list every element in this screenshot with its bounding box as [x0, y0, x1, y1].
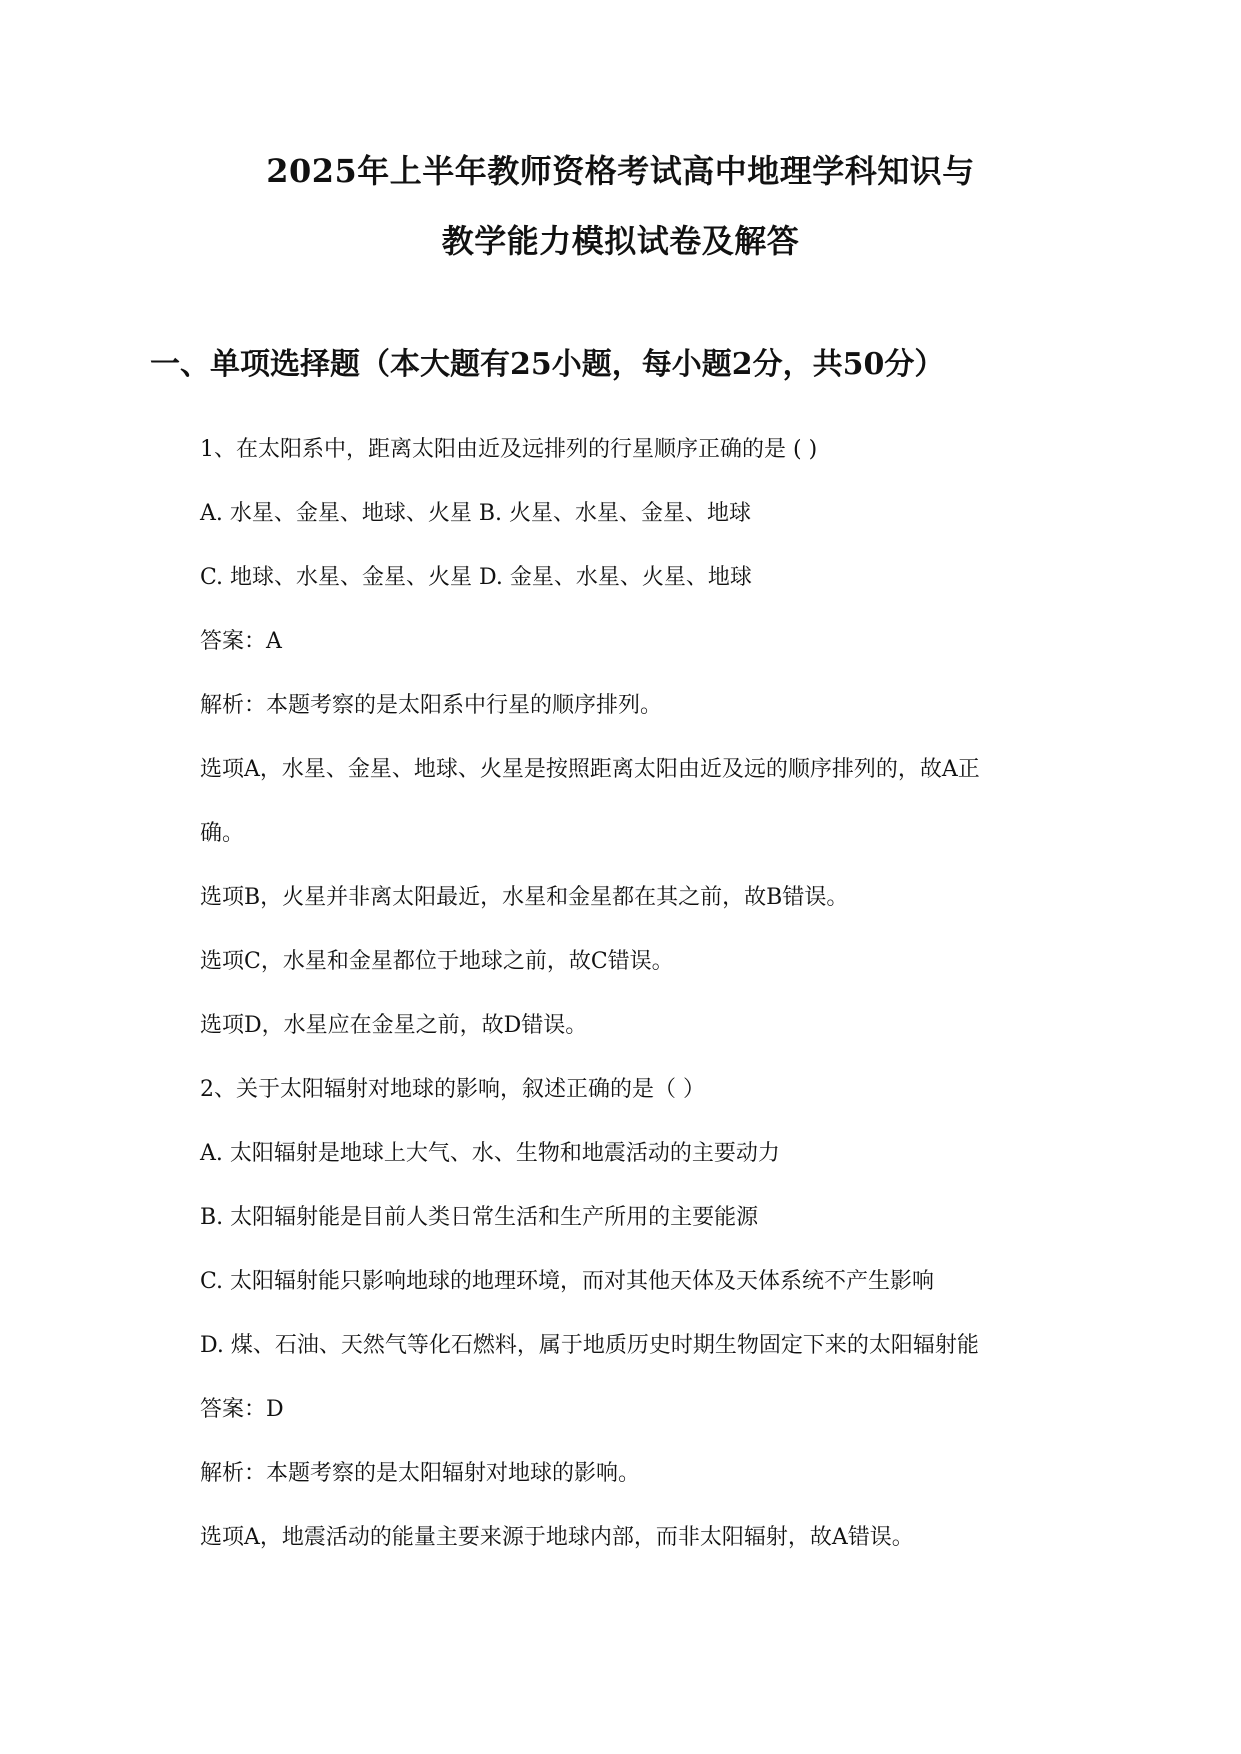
explanation-line: 确。: [200, 821, 245, 846]
explanation-line: 选项C，水星和金星都位于地球之前，故C错误。: [200, 949, 674, 974]
explanation-line: 选项A，地震活动的能量主要来源于地球内部，而非太阳辐射，故A错误。: [200, 1525, 914, 1550]
document-title-line-2: 教学能力模拟试卷及解答: [441, 222, 800, 260]
analysis-line: 解析：本题考察的是太阳辐射对地球的影响。: [200, 1461, 641, 1486]
answer-line: 答案：A: [200, 629, 282, 654]
question-stem: 1、在太阳系中，距离太阳由近及远排列的行星顺序正确的是 ( ): [200, 437, 818, 462]
question-option: B. 太阳辐射能是目前人类日常生活和生产所用的主要能源: [200, 1205, 759, 1230]
analysis-line: 解析：本题考察的是太阳系中行星的顺序排列。: [200, 693, 663, 718]
question-option: C. 太阳辐射能只影响地球的地理环境，而对其他天体及天体系统不产生影响: [200, 1269, 935, 1294]
question-options-line: A. 水星、金星、地球、火星 B. 火星、水星、金星、地球: [200, 501, 752, 526]
explanation-line: 选项D，水星应在金星之前，故D错误。: [200, 1013, 588, 1038]
question-stem: 2、关于太阳辐射对地球的影响，叙述正确的是（ ）: [200, 1077, 705, 1102]
question-option: D. 煤、石油、天然气等化石燃料，属于地质历史时期生物固定下来的太阳辐射能: [200, 1333, 979, 1358]
question-option: A. 太阳辐射是地球上大气、水、生物和地震活动的主要动力: [200, 1141, 780, 1166]
question-options-line: C. 地球、水星、金星、火星 D. 金星、水星、火星、地球: [200, 565, 752, 590]
explanation-line: 选项B，火星并非离太阳最近，水星和金星都在其之前，故B错误。: [200, 885, 849, 910]
document-title-line-1: 2025年上半年教师资格考试高中地理学科知识与: [266, 152, 975, 190]
explanation-line: 选项A，水星、金星、地球、火星是按照距离太阳由近及远的顺序排列的，故A正: [200, 757, 980, 782]
section-heading: 一、单项选择题（本大题有25小题，每小题2分，共50分）: [150, 347, 945, 382]
answer-line: 答案：D: [200, 1397, 284, 1422]
